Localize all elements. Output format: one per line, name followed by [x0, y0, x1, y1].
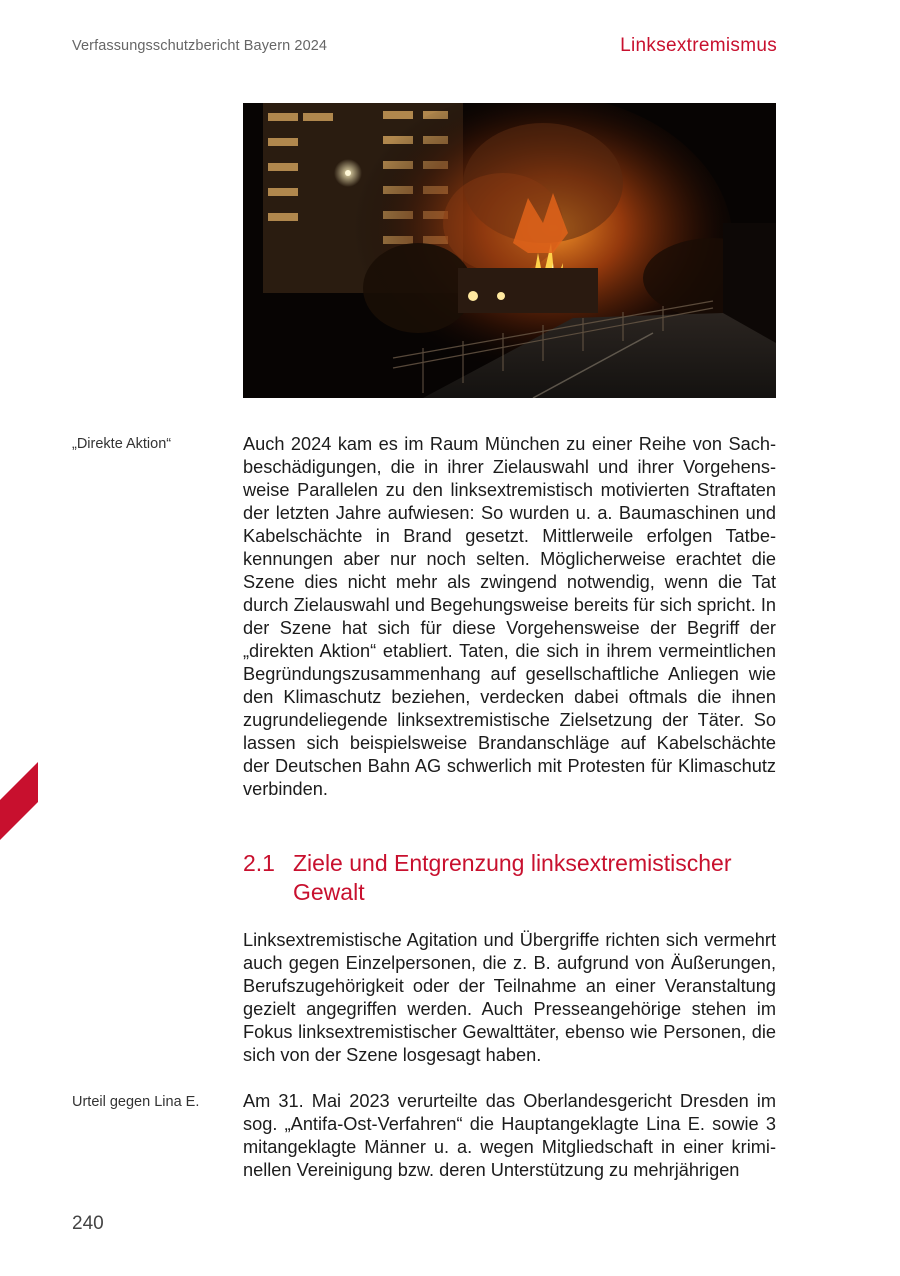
margin-note-direkte-aktion: „Direkte Aktion“	[72, 436, 172, 452]
section-number: 2.1	[243, 850, 275, 876]
margin-note-urteil: Urteil gegen Lina E.	[72, 1094, 200, 1110]
running-header-chapter: Linksextremismus	[620, 35, 777, 56]
running-header-publication: Verfassungsschutzbericht Bayern 2024	[72, 38, 328, 54]
photo-illustration	[243, 103, 776, 398]
paragraph-einzelpersonen: Linksextremistische Agitation und Übergriffe richten sich vermehrt auch gegen Einzelpersonen, die z. B. aufgrund von Äußerungen, Berufszugehörigkeit oder der Teilnahme an einer Veranstaltung gezielt angegriffen werden. Auch Presseangehörige stehen im Fokus linksextremistischer Gewalttäter, ebenso wie Personen, die sich von der Szene losgesagt haben.	[243, 930, 776, 1065]
paragraph-direkte-aktion: Auch 2024 kam es im Raum München zu einer Reihe von Sachbeschädigungen, die in ihrer Zielauswahl und ihrer Vorgehensweise Parallelen zu den linksextremistisch motivierten Straftaten der letzten Jahre aufwiesen: So wurden u. a. Baumaschinen und Kabelschächte in Brand gesetzt. Mittlerweile erfolgen Tatbekennungen aber nur noch selten. Möglicherweise erachtet die Szene dies nicht mehr als zwingend notwendig, wenn die Tat durch Zielauswahl und Begehungsweise bereits für sich spricht. In der Szene hat sich für diese Vorgehensweise der Begriff der „direkten Aktion“ etabliert. Taten, die sich in ihrem vermeintlichen Begründungszusammenhang auf gesellschaftliche Anliegen wie den Klimaschutz beziehen, verdecken dabei oftmals die ihnen zugrundeliegende linksextremistische Zielsetzung der Täter. So lassen sich beispielsweise Brandanschläge auf Kabelschächte der Deutschen Bahn AG schwerlich mit Protesten für Klimaschutz verbinden.	[243, 434, 776, 799]
photo-burning-cable-shaft	[243, 103, 776, 398]
paragraph-urteil: Am 31. Mai 2023 verurteilte das Oberlandesgericht Dresden im sog. „Antifa-Ost-Verfahren“ die Hauptangeklagte Lina E. sowie 3 mitangeklagte Männer u. a. wegen Mitgliedschaft in einer kriminellen Vereinigung bzw. deren Unterstützung zu mehrjährigen	[243, 1091, 776, 1180]
page-number: 240	[72, 1213, 104, 1234]
side-marker	[0, 762, 38, 840]
section-heading: Ziele und Entgrenzung linksextremistischer Gewalt	[293, 850, 732, 905]
